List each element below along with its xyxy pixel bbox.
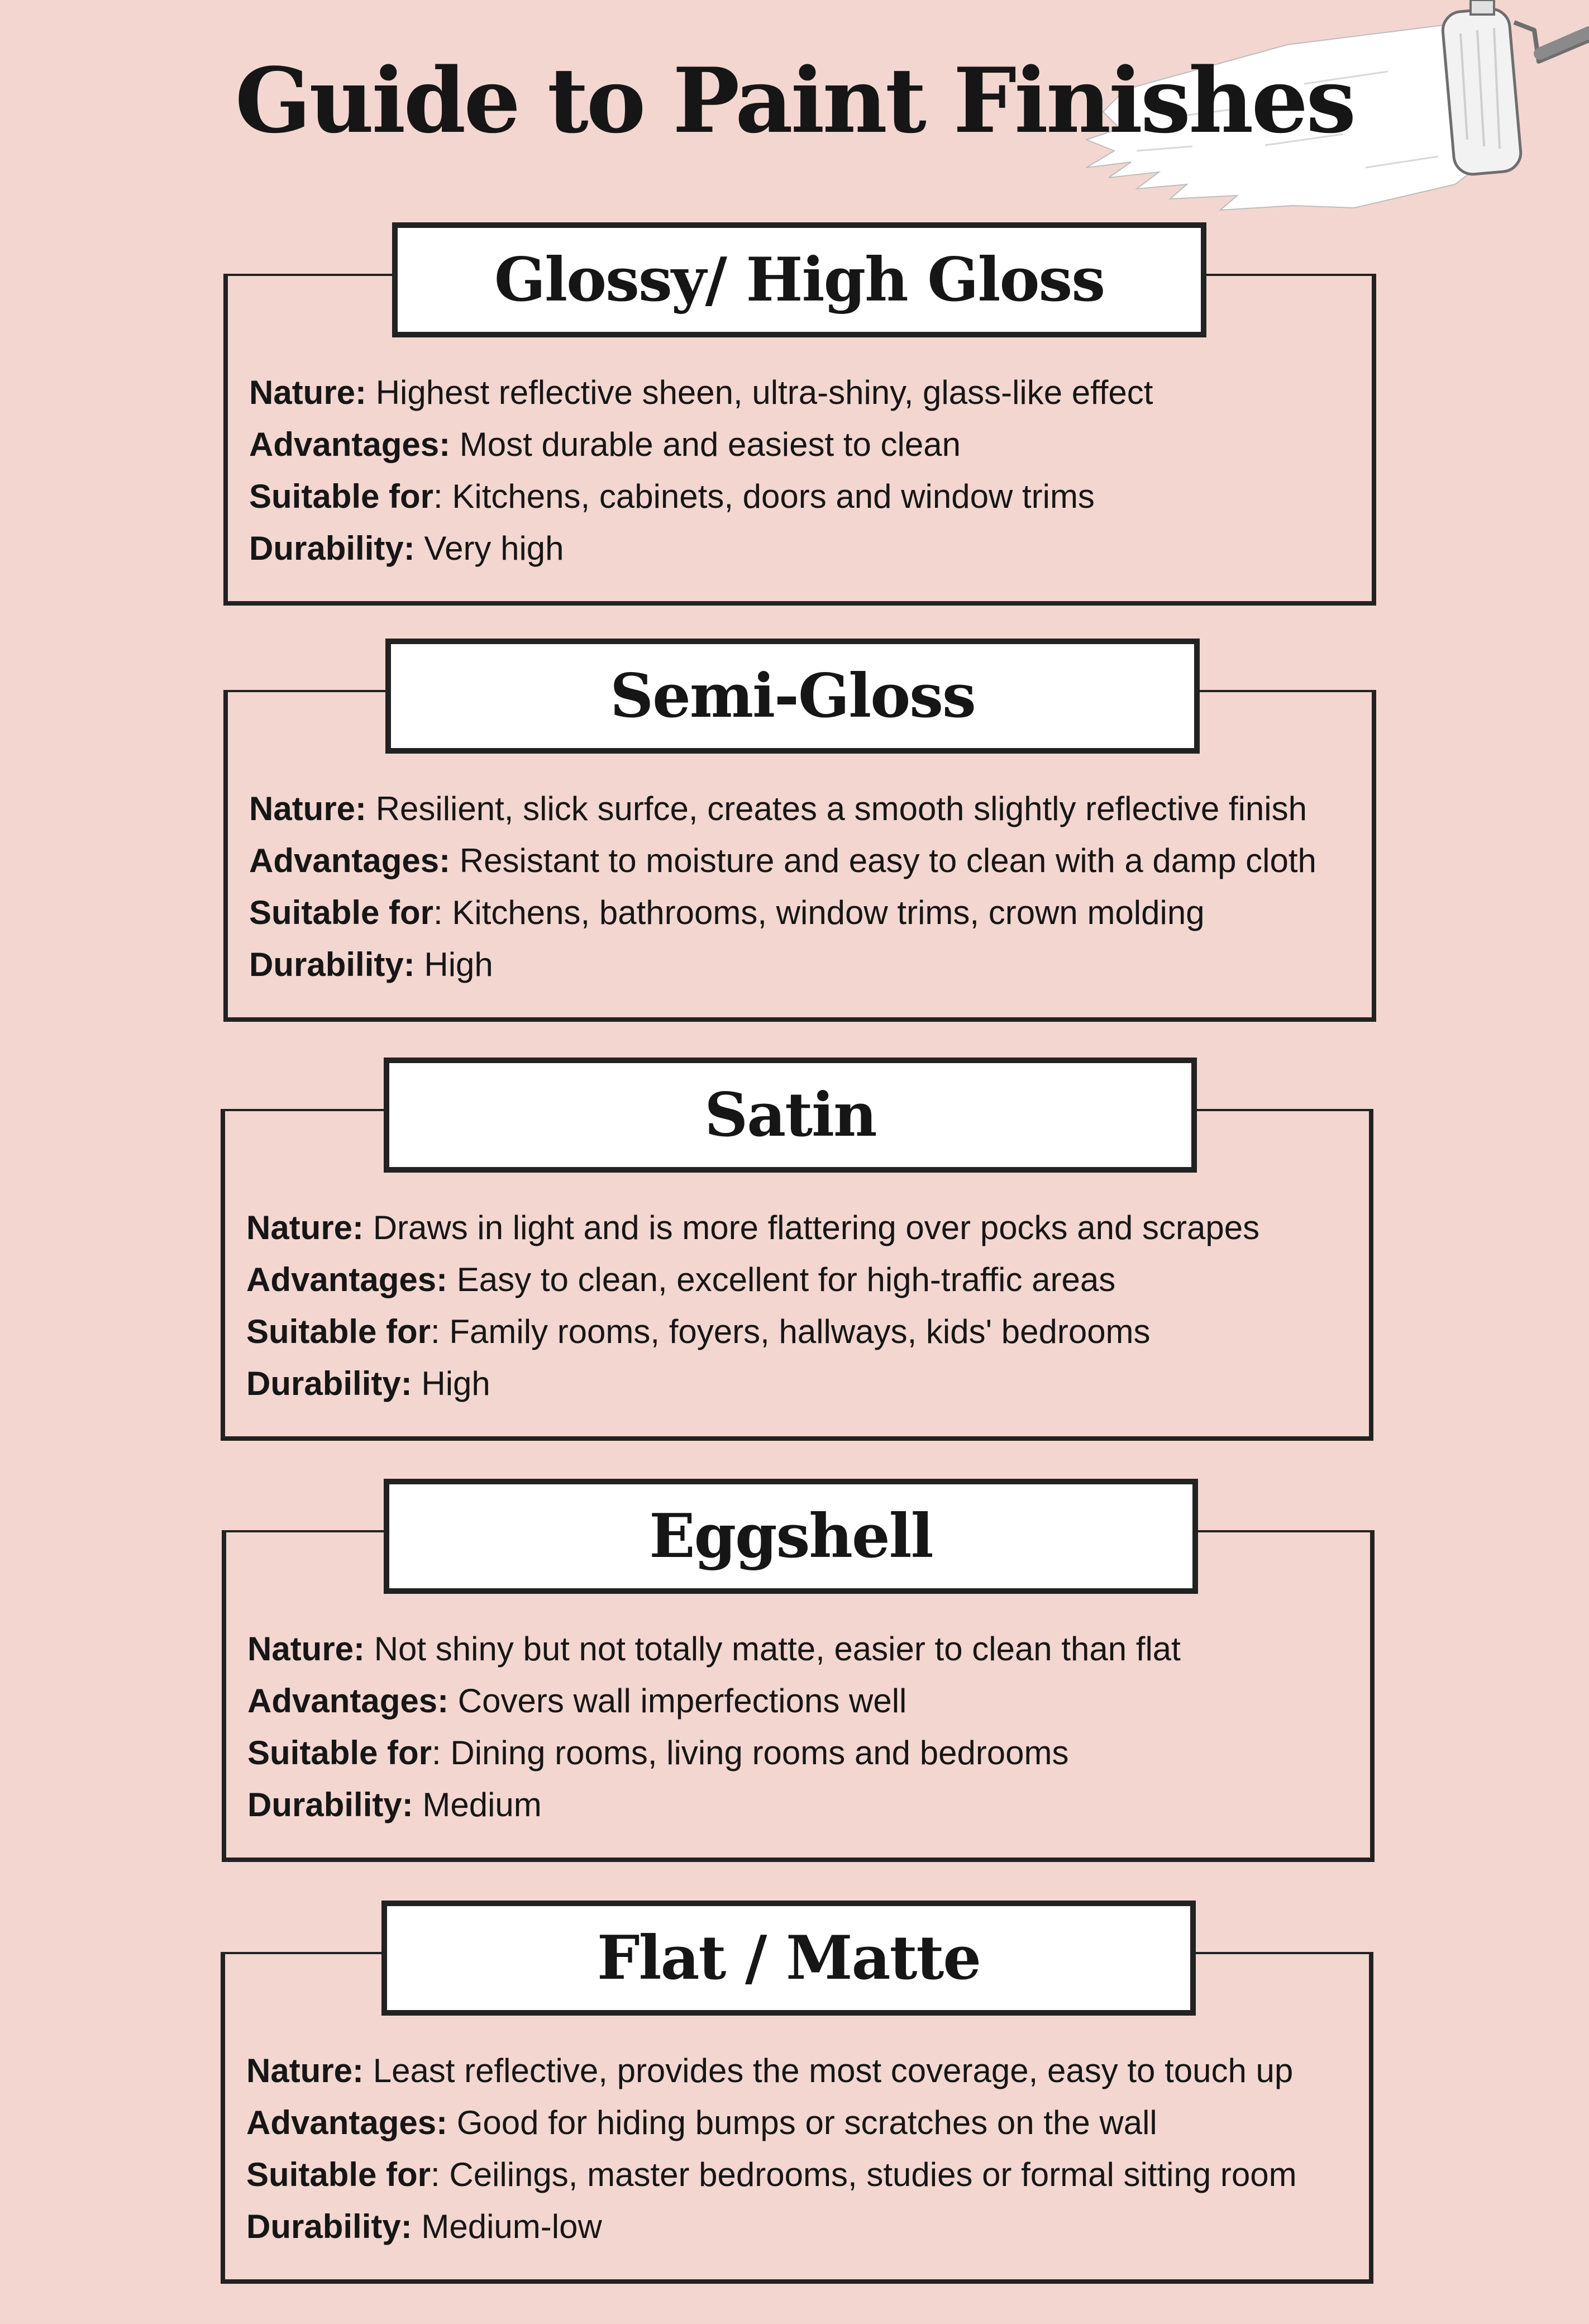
advantages-row [249, 835, 1365, 887]
finish-heading: Semi-Gloss [610, 661, 975, 731]
durability-row [247, 1779, 1363, 1831]
advantages-value: Covers wall imperfections well [448, 1682, 907, 1720]
suitable-value: : Dining rooms, living rooms and bedrooms [432, 1734, 1069, 1771]
finish-heading-box [384, 1479, 1198, 1594]
nature-value: Draws in light and is more flattering over pocks and scrapes [364, 1209, 1260, 1246]
frame-top-left [221, 1109, 388, 1111]
durability-row [249, 522, 1365, 574]
nature-label: Nature: [246, 2052, 364, 2089]
finish-heading: Glossy/ High Gloss [494, 245, 1105, 315]
advantages-value: Good for hiding bumps or scratches on the wall [447, 2104, 1157, 2141]
suitable-value: : Kitchens, cabinets, doors and window trims [433, 478, 1095, 515]
frame-top-right [1203, 274, 1376, 276]
finish-heading: Flat / Matte [597, 1923, 981, 1993]
durability-value: Very high [414, 530, 564, 567]
finish-section-eggshell [222, 1479, 1375, 1862]
suitable-value: : Kitchens, bathrooms, window trims, crown molding [433, 894, 1205, 931]
finish-heading: Eggshell [649, 1501, 933, 1571]
finish-details [246, 1202, 1362, 1409]
page-title: Guide to Paint Finishes [235, 48, 1354, 153]
advantages-value: Resistant to moisture and easy to clean with a damp cloth [450, 842, 1316, 879]
durability-value: Medium [413, 1786, 542, 1823]
frame-top-right [1195, 690, 1376, 692]
suitable-row [247, 1727, 1363, 1779]
frame-top-left [223, 690, 391, 692]
durability-row [249, 939, 1365, 990]
finish-section-flat-matte [221, 1901, 1373, 2284]
finish-details [249, 783, 1365, 990]
nature-value: Highest reflective sheen, ultra-shiny, glass-like effect [366, 374, 1153, 411]
advantages-label: Advantages: [249, 426, 451, 463]
durability-label: Durability: [247, 1786, 413, 1823]
advantages-row [249, 418, 1365, 470]
advantages-value: Most durable and easiest to clean [450, 426, 961, 463]
advantages-row [247, 1675, 1363, 1727]
nature-value: Least reflective, provides the most coverage, easy to touch up [364, 2052, 1294, 2089]
durability-label: Durability: [246, 2208, 412, 2245]
frame-top-right [1195, 1109, 1373, 1111]
advantages-row [246, 1254, 1362, 1306]
nature-label: Nature: [249, 374, 367, 411]
frame-top-left [223, 274, 397, 276]
advantages-label: Advantages: [246, 1261, 448, 1298]
nature-row [247, 1623, 1363, 1675]
nature-row [246, 1202, 1362, 1254]
suitable-value: : Ceilings, master bedrooms, studies or formal sitting room [431, 2156, 1297, 2193]
suitable-row [249, 470, 1365, 522]
finish-heading: Satin [704, 1080, 876, 1150]
durability-label: Durability: [246, 1365, 412, 1402]
suitable-label: Suitable for [249, 478, 434, 515]
finish-section-satin [221, 1058, 1373, 1441]
frame-top-right [1194, 1952, 1373, 1954]
suitable-value: : Family rooms, foyers, hallways, kids' bedrooms [431, 1313, 1151, 1350]
finish-details [247, 1623, 1363, 1831]
nature-value: Not shiny but not totally matte, easier to clean than flat [365, 1630, 1181, 1668]
suitable-label: Suitable for [249, 894, 434, 931]
advantages-label: Advantages: [249, 842, 451, 879]
finish-heading-box [392, 222, 1206, 337]
finish-details [249, 366, 1365, 574]
frame-top-left [222, 1530, 389, 1532]
frame-top-right [1195, 1530, 1375, 1532]
durability-row [246, 1358, 1362, 1409]
durability-label: Durability: [249, 530, 415, 567]
nature-label: Nature: [247, 1630, 365, 1668]
nature-label: Nature: [249, 790, 367, 827]
finish-heading-box [384, 1058, 1197, 1173]
nature-row [246, 2045, 1362, 2097]
advantages-row [246, 2097, 1362, 2149]
durability-label: Durability: [249, 946, 415, 983]
advantages-label: Advantages: [247, 1682, 449, 1720]
suitable-row [249, 887, 1365, 939]
durability-row [246, 2201, 1362, 2252]
finish-heading-box [381, 1901, 1196, 2016]
advantages-label: Advantages: [246, 2104, 448, 2141]
frame-top-left [221, 1952, 388, 1954]
nature-row [249, 366, 1365, 418]
finish-details [246, 2045, 1362, 2252]
nature-value: Resilient, slick surfce, creates a smooth slightly reflective finish [366, 790, 1307, 827]
nature-label: Nature: [246, 1209, 364, 1246]
suitable-row [246, 1306, 1362, 1358]
suitable-row [246, 2149, 1362, 2201]
suitable-label: Suitable for [247, 1734, 432, 1771]
suitable-label: Suitable for [246, 1313, 431, 1350]
durability-value: Medium-low [412, 2208, 602, 2245]
finish-section-semi-gloss [223, 639, 1376, 1022]
durability-value: High [414, 946, 493, 983]
suitable-label: Suitable for [246, 2156, 431, 2193]
advantages-value: Easy to clean, excellent for high-traffic areas [447, 1261, 1116, 1298]
durability-value: High [412, 1365, 490, 1402]
finish-heading-box [385, 639, 1200, 754]
finish-section-glossy [223, 222, 1376, 606]
nature-row [249, 783, 1365, 835]
